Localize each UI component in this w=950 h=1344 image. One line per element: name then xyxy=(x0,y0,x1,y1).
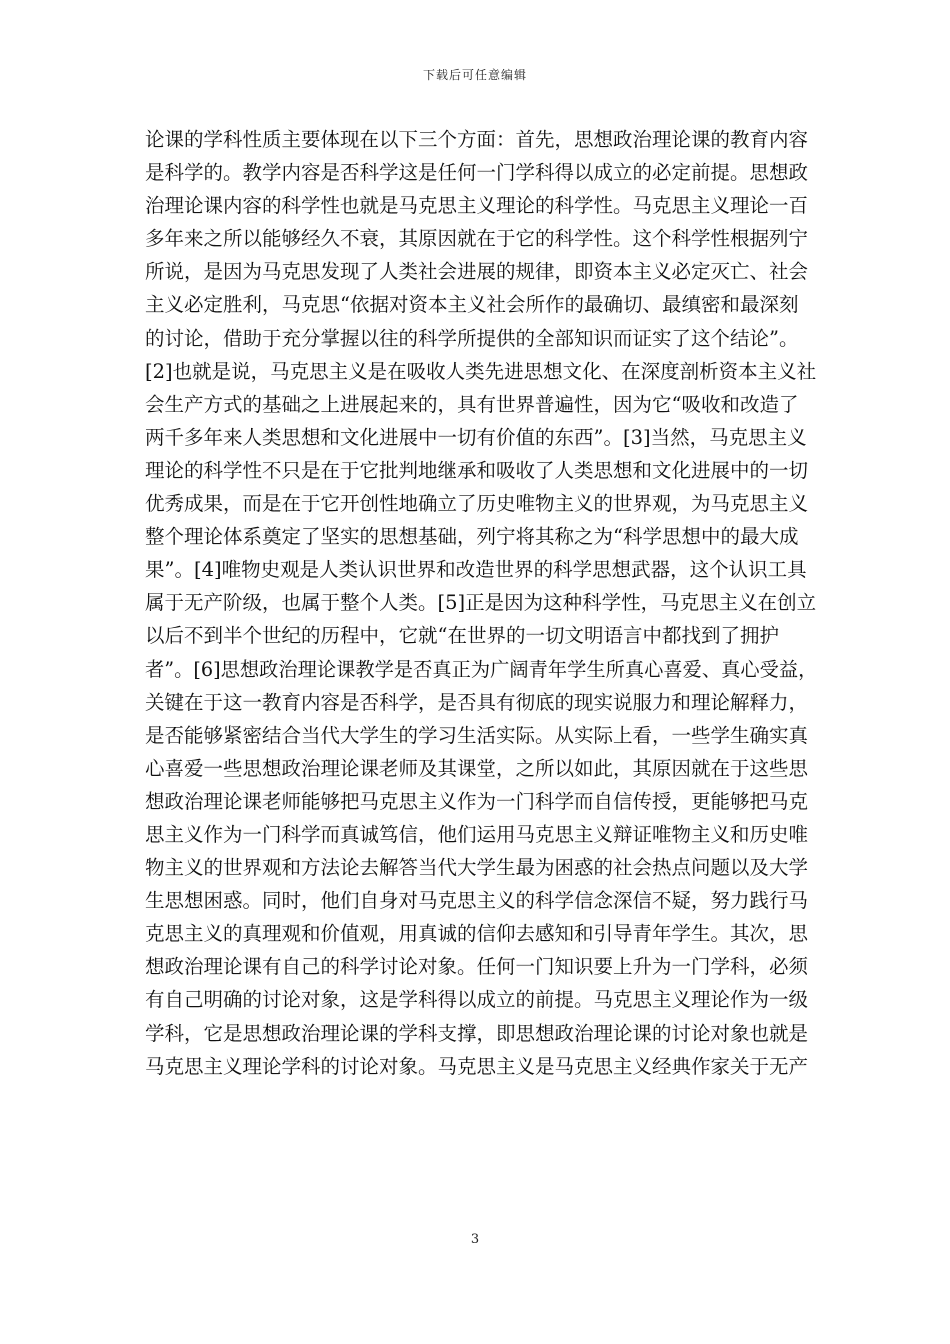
text-line: 优秀成果，而是在于它开创性地确立了历史唯物主义的世界观，为马克思主义 xyxy=(145,492,809,516)
text-line: 多年来之所以能够经久不衰，其原因就在于它的科学性。这个科学性根据列宁 xyxy=(145,227,809,251)
text-line: 主义必定胜利，马克思“依据对资本主义社会所作的最确切、最缜密和最深刻 xyxy=(145,293,799,317)
text-line: 关键在于这一教育内容是否科学，是否具有彻底的现实说服力和理论解释力， xyxy=(145,690,809,714)
text-line: 果”。[4]唯物史观是人类认识世界和改造世界的科学思想武器，这个认识工具 xyxy=(145,558,807,582)
text-line: 生思想困惑。同时，他们自身对马克思主义的科学信念深信不疑，努力践行马 xyxy=(145,889,809,913)
text-line: 马克思主义理论学科的讨论对象。马克思主义是马克思主义经典作家关于无产 xyxy=(145,1054,809,1078)
text-line: 会生产方式的基础之上进展起来的，具有世界普遍性，因为它“吸收和改造了 xyxy=(145,392,799,416)
text-line: 理论的科学性不只是在于它批判地继承和吸收了人类思想和文化进展中的一切 xyxy=(145,458,809,482)
page-header: 下载后可任意编辑 xyxy=(422,68,527,82)
text-line: 思主义作为一门科学而真诚笃信，他们运用马克思主义辩证唯物主义和历史唯 xyxy=(145,822,809,846)
text-line: 是科学的。教学内容是否科学这是任何一门学科得以成立的必定前提。思想政 xyxy=(145,161,809,185)
text-line: 所说，是因为马克思发现了人类社会进展的规律，即资本主义必定灭亡、社会 xyxy=(145,260,809,284)
text-line: 克思主义的真理观和价值观，用真诚的信仰去感知和引导青年学生。其次，思 xyxy=(145,922,809,946)
page-number: 3 xyxy=(470,1232,480,1247)
text-line: 心喜爱一些思想政治理论课老师及其课堂，之所以如此，其原因就在于这些思 xyxy=(145,756,809,780)
text-line: 有自己明确的讨论对象，这是学科得以成立的前提。马克思主义理论作为一级 xyxy=(145,988,809,1012)
text-line: 学科，它是思想政治理论课的学科支撑，即思想政治理论课的讨论对象也就是 xyxy=(145,1021,809,1045)
text-line: [2]也就是说，马克思主义是在吸收人类先进思想文化、在深度剖析资本主义社 xyxy=(145,359,817,383)
text-line: 物主义的世界观和方法论去解答当代大学生最为困惑的社会热点问题以及大学 xyxy=(145,856,809,880)
text-line: 者”。[6]思想政治理论课教学是否真正为广阔青年学生所真心喜爱、真心受益， xyxy=(145,657,818,681)
text-line: 整个理论体系奠定了坚实的思想基础，列宁将其称之为“科学思想中的最大成 xyxy=(145,525,799,549)
text-line: 想政治理论课有自己的科学讨论对象。任何一门知识要上升为一门学科，必须 xyxy=(145,955,809,979)
text-line: 两千多年来人类思想和文化进展中一切有价值的东西”。[3]当然，马克思主义 xyxy=(145,425,807,449)
text-line: 是否能够紧密结合当代大学生的学习生活实际。从实际上看，一些学生确实真 xyxy=(145,723,809,747)
text-line: 治理论课内容的科学性也就是马克思主义理论的科学性。马克思主义理论一百 xyxy=(145,194,809,218)
text-line: 属于无产阶级，也属于整个人类。[5]正是因为这种科学性，马克思主义在创立 xyxy=(145,591,817,615)
text-line: 论课的学科性质主要体现在以下三个方面：首先，思想政治理论课的教育内容 xyxy=(145,128,809,151)
text-line: 的讨论，借助于充分掌握以往的科学所提供的全部知识而证实了这个结论”。 xyxy=(145,326,799,350)
text-line: 以后不到半个世纪的历程中，它就“在世界的一切文明语言中都找到了拥护 xyxy=(145,624,779,648)
text-line: 想政治理论课老师能够把马克思主义作为一门科学而自信传授，更能够把马克 xyxy=(145,789,809,813)
body-text xyxy=(145,123,817,1083)
